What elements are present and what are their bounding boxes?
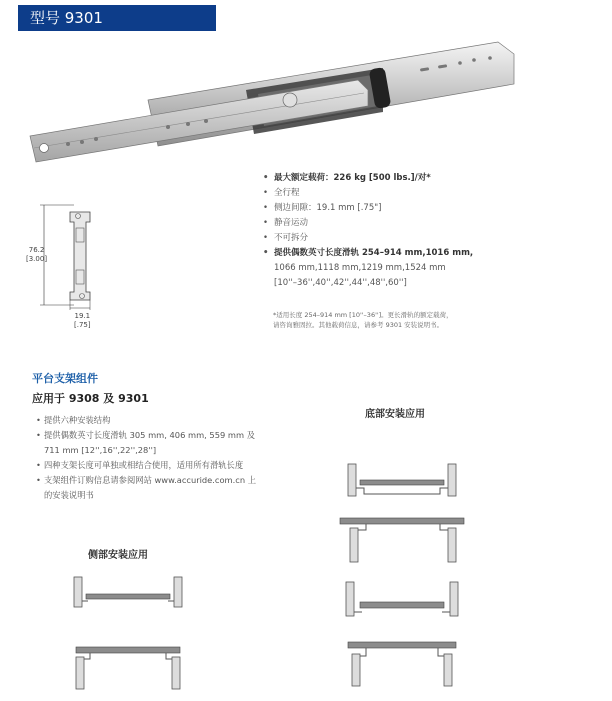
side-mount-diagram-2 <box>70 645 186 695</box>
spec-item: • 全行程 <box>263 186 473 201</box>
bottom-mount-diagram-4 <box>344 640 460 692</box>
model-title: 型号 9301 <box>30 9 103 27</box>
bottom-mount-diagram-2 <box>336 516 470 568</box>
list-item: • 四种支架长度可单独或相结合使用，适用所有滑轨长度 <box>36 458 286 473</box>
list-item: • 支架组件订购信息请参阅网站 www.accuride.com.cn 上 的安装说明书 <box>36 473 286 503</box>
slide-illustration <box>28 38 518 166</box>
list-item: • 提供六种安装结构 <box>36 413 286 428</box>
bottom-mount-heading: 底部安装应用 <box>365 409 425 420</box>
side-mount-diagram-1 <box>70 575 186 611</box>
spec-item: • 提供偶数英寸长度滑轨 254–914 mm,1016 mm, 1066 mm,1118 mm,1219 mm,1524 mm [10''–36'',40'',42'',44'',48'',60''] <box>263 246 473 291</box>
spec-item: • 静音运动 <box>263 216 473 231</box>
spec-item: • 侧边间隙：19.1 mm [.75"] <box>263 201 473 216</box>
bottom-mount-diagram-1 <box>344 458 460 500</box>
platform-section-title: 平台支架组件 <box>32 372 98 385</box>
side-mount-heading: 侧部安装应用 <box>88 550 148 561</box>
spec-list <box>263 171 473 291</box>
spec-item: • 最大额定载荷：226 kg [500 lbs.]/对* <box>263 171 473 186</box>
list-item: • 提供偶数英寸长度滑轨 305 mm, 406 mm, 559 mm 及 711 mm [12'',16'',22'',28''] <box>36 428 286 458</box>
platform-feature-list <box>36 413 286 503</box>
profile-height-label: 76.2 [3.00] <box>26 246 48 263</box>
spec-item: • 不可拆分 <box>263 231 473 246</box>
model-title-banner <box>18 5 216 31</box>
bottom-mount-diagram-3 <box>340 578 464 620</box>
profile-width-label: 19.1 [.75] <box>74 312 91 329</box>
load-footnote: *适用长度 254–914 mm [10''–36'']。更长滑轨的额定载荷， 请咨询雅固拉。其他载荷信息，请参考 9301 安装说明书。 <box>273 311 453 329</box>
platform-section-subtitle: 应用于 9308 及 9301 <box>32 392 149 405</box>
